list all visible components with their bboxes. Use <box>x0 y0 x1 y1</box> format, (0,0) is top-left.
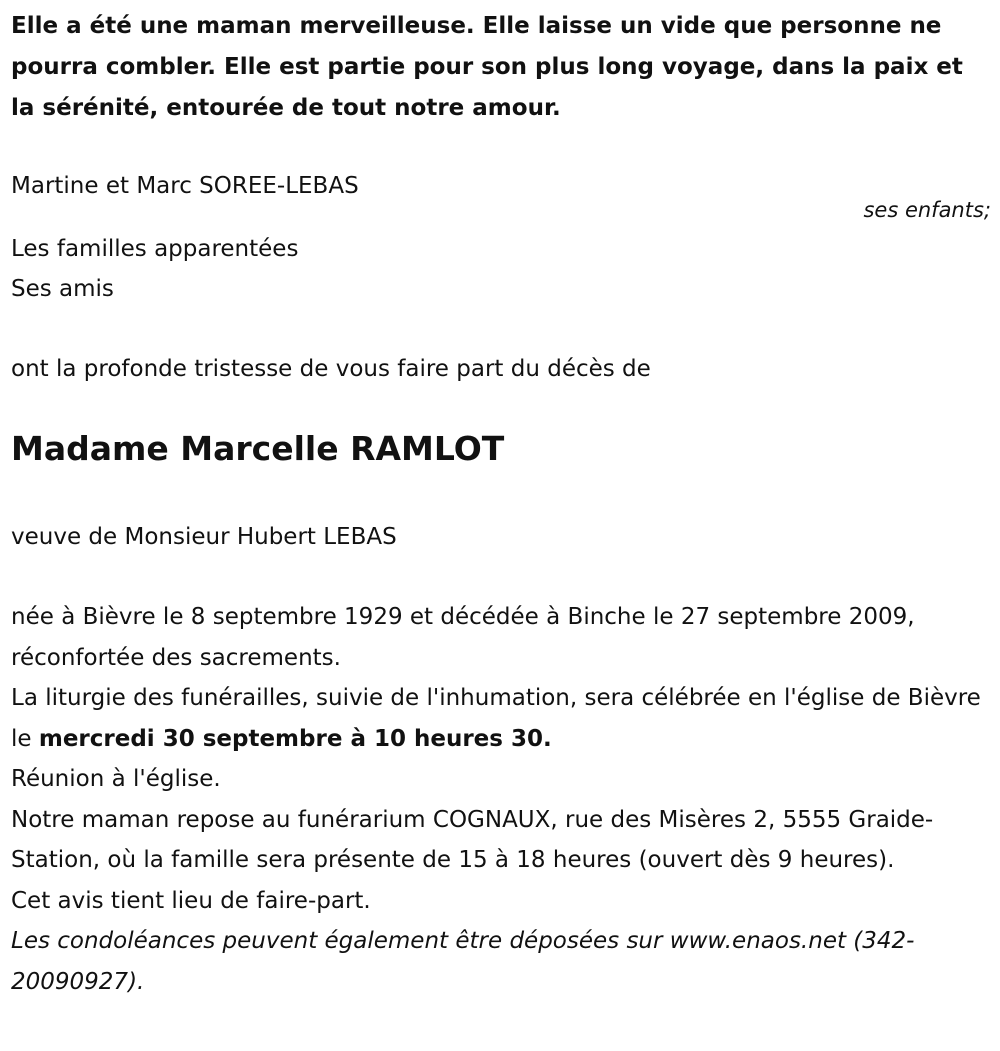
families-line: Les familles apparentées <box>11 236 299 262</box>
liturgy-text: La liturgie des funérailles, suivie de l'inhumation, sera célébrée en l'église de Bièvre le <box>11 685 981 752</box>
liturgy-datetime: mercredi 30 septembre à 10 heures 30. <box>38 725 552 752</box>
notice-replaces-paragraph: Cet avis tient lieu de faire-part. <box>11 887 371 914</box>
birth-death-paragraph: née à Bièvre le 8 septembre 1929 et décédée à Binche le 27 septembre 2009, réconfortée des sacrements. <box>11 604 915 671</box>
condolences-paragraph: Les condoléances peuvent également être déposées sur www.enaos.net (342-20090927). <box>11 928 915 995</box>
children-names: Martine et Marc SOREE-LEBAS <box>11 173 359 199</box>
widow-line: veuve de Monsieur Hubert LEBAS <box>11 524 397 550</box>
intro-paragraph: Elle a été une maman merveilleuse. Elle laisse un vide que personne ne pourra combler. Elle est partie pour son plus long voyage, dans la paix et la sérénité, entourée de tout notre amour. <box>11 13 963 121</box>
deceased-name: Madame Marcelle RAMLOT <box>11 429 505 468</box>
details-block <box>11 597 991 1002</box>
liturgy-paragraph <box>11 678 991 759</box>
rest-paragraph: Notre maman repose au funérarium COGNAUX, rue des Misères 2, 5555 Graide-Station, où la famille sera présente de 15 à 18 heures (ouvert dès 9 heures). <box>11 806 934 873</box>
children-role: ses enfants; <box>863 198 991 222</box>
friends-line: Ses amis <box>11 276 114 302</box>
meeting-paragraph: Réunion à l'église. <box>11 766 221 792</box>
announcement-line: ont la profonde tristesse de vous faire part du décès de <box>11 356 651 382</box>
